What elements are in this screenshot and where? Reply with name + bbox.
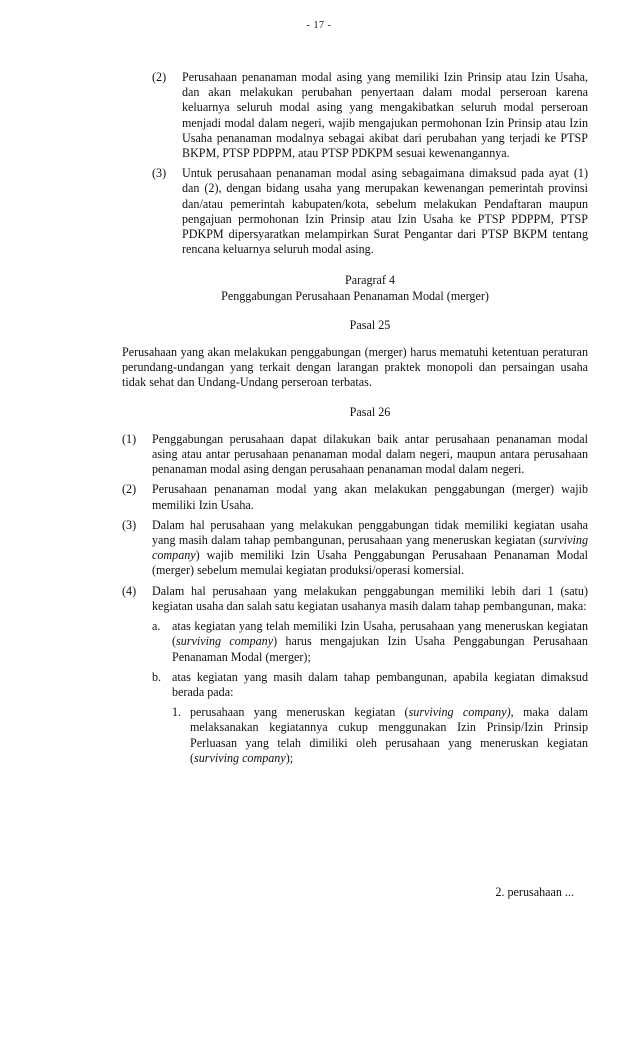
pasal-26-title: Pasal 26 <box>349 404 391 419</box>
paragraf-subtitle: Penggabungan Perusahaan Penanaman Modal (merger) <box>221 288 489 303</box>
pasal-26-ayat-3 <box>122 518 588 579</box>
sub-sub-item-1 <box>172 705 588 766</box>
ayat-text: Dalam hal perusahaan yang melakukan penggabungan memiliki lebih dari 1 (satu) kegiatan usaha dan salah satu kegiatan usahanya masih dalam tahap pembangunan, maka: <box>152 583 588 613</box>
pasal-26-ayat-4 <box>122 584 588 766</box>
pasal-26-ayat-1 <box>122 432 588 478</box>
ayat-number: (3) <box>122 517 137 532</box>
sub-sub-item-text: perusahaan yang meneruskan kegiatan (surviving company), maka dalam melaksanakan kegiatannya cukup menggunakan Izin Prinsip/Izin Prinsip Perluasan yang telah dimiliki oleh perusahaan yang meneruskan kegiatan (surviving company); <box>190 705 589 765</box>
catchword: 2. perusahaan ... <box>495 885 574 899</box>
italic-term: surviving company <box>152 533 588 563</box>
pasal-25-title: Pasal 25 <box>349 317 391 332</box>
document-body <box>122 70 589 771</box>
sub-item-text: atas kegiatan yang masih dalam tahap pembangunan, apabila kegiatan dimaksud berada pada: <box>172 669 588 699</box>
ayat-number: (1) <box>122 431 137 446</box>
sub-item-a <box>152 619 588 665</box>
ayat-text: Dalam hal perusahaan yang melakukan penggabungan tidak memiliki kegiatan usaha yang masih dalam tahap pembangunan, perusahaan yang meneruskan kegiatan (surviving company) wajib memiliki Izin Usaha Penggabungan Perusahaan Penanaman Modal (merger) sebelum memulai kegiatan produksi/operasi komersial. <box>152 517 588 578</box>
sub-item-b <box>152 670 588 766</box>
ayat-number: (3) <box>152 166 167 181</box>
pasal-26-ayat-2 <box>122 482 588 512</box>
italic-term: surviving company <box>176 634 274 649</box>
ayat-number: (4) <box>122 583 137 598</box>
ayat-3 <box>152 166 588 257</box>
ayat-text: Perusahaan penanaman modal yang akan melakukan penggabungan (merger) wajib memiliki Izin Usaha. <box>152 482 588 512</box>
ayat-text: Untuk perusahaan penanaman modal asing sebagaimana dimaksud pada ayat (1) dan (2), dengan bidang usaha yang merupakan kewenangan pemerintah provinsi dan/atau pemerintah kabupaten/kota, sebelum melakukan Pendaftaran maupun pengajuan permohonan Izin Prinsip atau Izin Usaha ke PTSP PDPPM, PTSP PDKPM dipersyaratkan melampirkan Surat Pengantar dari PTSP BKPM tentang rencana keluarnya seluruh modal asing. <box>182 166 588 257</box>
sub-sub-item-number: 1. <box>172 705 182 720</box>
sub-item-letter: a. <box>152 619 161 634</box>
ayat-text: Penggabungan perusahaan dapat dilakukan baik antar perusahaan penanaman modal asing atau antar perusahaan penanaman modal dalam negeri, maupun antara perusahaan penanaman modal asing dengan perusahaan penanaman modal dalam negeri. <box>152 431 588 477</box>
ayat-2 <box>152 70 588 161</box>
ayat-number: (2) <box>122 482 137 497</box>
sub-item-text: atas kegiatan yang telah memiliki Izin Usaha, perusahaan yang meneruskan kegiatan (surviving company) harus mengajukan Izin Usaha Penggabungan Perusahaan Penanaman Modal (merger); <box>172 619 588 664</box>
italic-term: surviving company <box>194 750 286 765</box>
ayat-text: Perusahaan penanaman modal asing yang memiliki Izin Prinsip atau Izin Usaha, dan akan melakukan perubahan penyertaan dalam modal perseroan karena keluarnya seluruh modal asing yang mengakibatkan seluruh modal perseroan menjadi modal dalam negeri, wajib mengajukan permohonan Izin Prinsip atau Izin Usaha penanaman modalnya sebagai akibat dari perubahan yang terjadi ke PTSP BKPM, PTSP PDPPM, atau PTSP PDKPM sesuai kewenangannya. <box>182 70 588 161</box>
pasal-25-text: Perusahaan yang akan melakukan penggabungan (merger) harus mematuhi ketentuan peraturan perundang-undangan yang terkait dengan larangan praktek monopoli dan persaingan usaha tidak sehat dan Undang-Undang perseroan terbatas. <box>122 345 588 390</box>
page-number: - 17 - <box>306 20 332 31</box>
ayat-number: (2) <box>152 70 167 84</box>
paragraf-title: Paragraf 4 <box>344 273 396 288</box>
italic-term: surviving company) <box>408 705 511 720</box>
sub-item-letter: b. <box>152 669 162 684</box>
